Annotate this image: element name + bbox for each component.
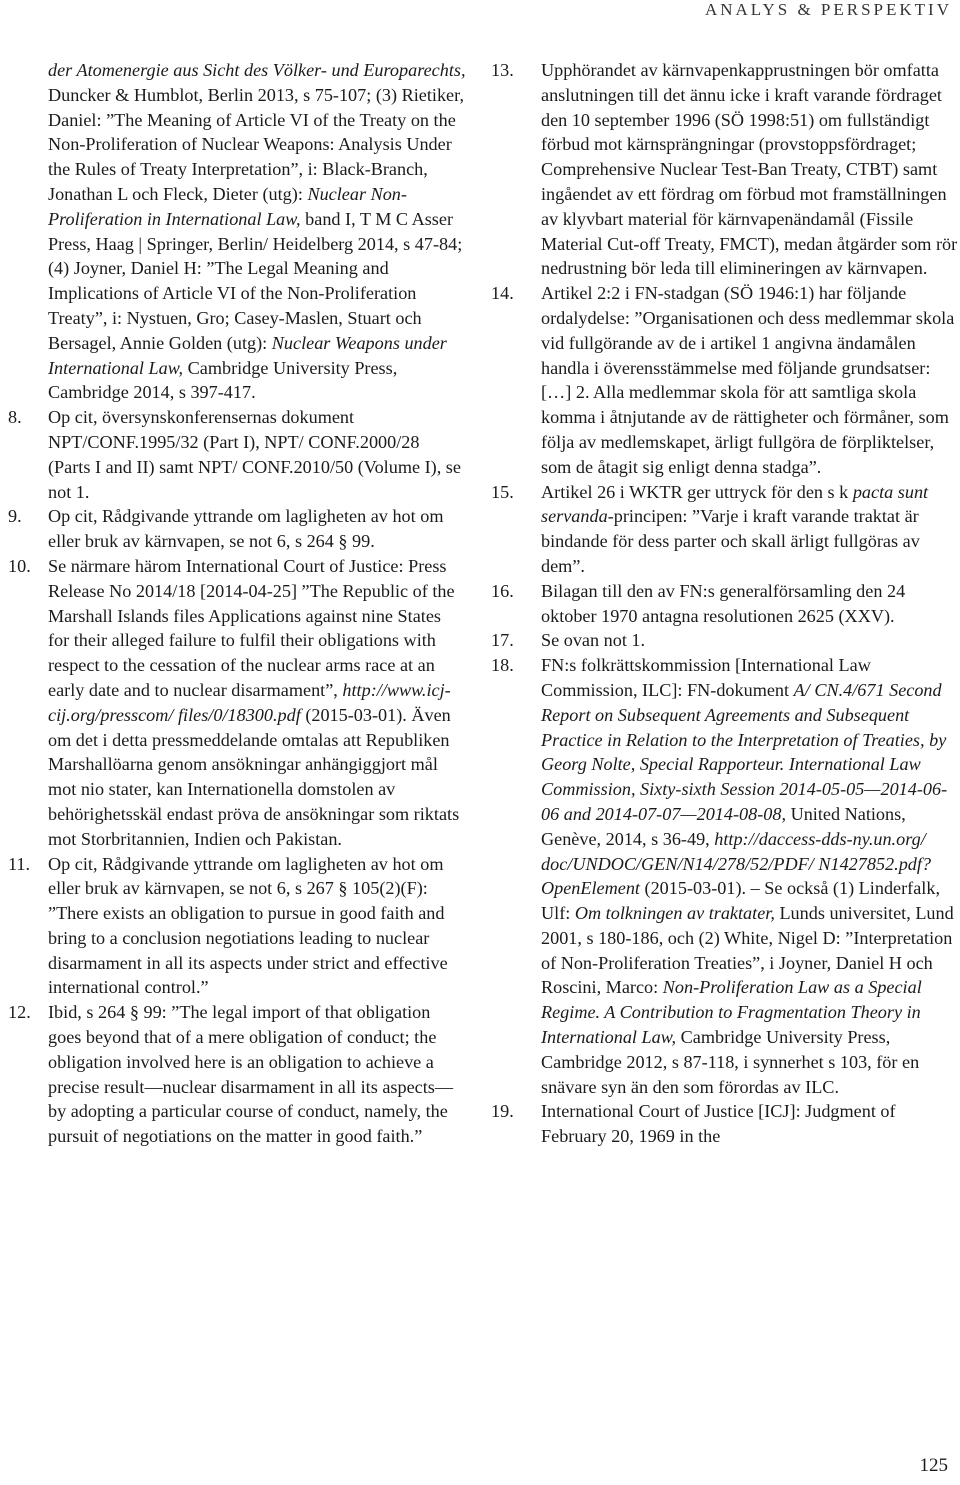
footnote xyxy=(491,1099,960,1149)
text: Op cit, Rådgivande yttrande om lagligheten av hot om eller bruk av kärnvapen, se not 6, s 264 § 99. xyxy=(48,506,444,552)
footnote-text xyxy=(541,482,928,576)
text: Op cit, översynskonferensernas dokument NPT/CONF.1995/32 (Part I), NPT/ CONF.2000/28 (Parts I and II) samt NPT/ CONF.2010/50 (Volume I), se not 1. xyxy=(48,407,461,502)
footnote-number: 15. xyxy=(491,481,514,502)
text: Duncker & Humblot, Berlin 2013, s 75-107; (3) Rietiker, Daniel: ”The Meaning of Article VI of the Treaty on the Non-Proliferation of Nuclear Weapons: Analysis Under the Rules of Treaty Interpretation”, i: Black-Branch, Jonathan L och Fleck, Dieter (utg): xyxy=(48,84,465,204)
footnote-text xyxy=(541,1101,896,1146)
footnote-number: 16. xyxy=(491,580,514,601)
footnote-text xyxy=(48,506,443,551)
text: FN:s folkrättskommission [International Law Commission, ILC]: FN-dokument xyxy=(541,655,871,700)
footnote-text xyxy=(541,581,905,626)
italic-text: der Atomenergie aus Sicht des Völker- und Europarechts, xyxy=(48,60,466,80)
footnote xyxy=(491,480,960,579)
footnote xyxy=(491,58,960,281)
text: Artikel 26 i WKTR ger uttryck för den s k xyxy=(541,481,853,502)
footnote-number: 19. xyxy=(491,1101,514,1122)
footnote-number: 8. xyxy=(8,407,22,428)
footnote-number: 13. xyxy=(491,60,514,80)
text: Se närmare härom International Court of Justice: Press Release No 2014/18 [2014-04-25] ”The Republic of the Marshall Islands files Applications against nine States for their alleged failure to fulfil their obligations with respect to the cessation of the nuclear arms race at an early date and to nuclear disarmament”, xyxy=(48,555,455,700)
italic-text: Om tolkningen av traktater, xyxy=(574,903,775,924)
footnote-number: 9. xyxy=(8,506,22,527)
footnote-number: 18. xyxy=(491,655,514,676)
page-number: 125 xyxy=(919,1455,948,1476)
text: Upphörandet av kärnvapenkapprustningen bör omfatta anslutningen till det ännu icke i kraft varande fördraget den 10 september 1996 (SÖ 1998:51) om fullständigt förbud mot kärnsprängningar (provstoppsfördraget; Comprehensive Nuclear Test-Ban Treaty, CTBT) samt ingåendet av ett fördrag om förbud mot framställningen av klyvbart material för kärnvapenändamål (Fissile Material Cut-off Treaty, FMCT), medan åtgärder som rör nedrustning bör leda till elimineringen av kärnvapen. xyxy=(541,60,958,279)
italic-text: http://www.icj-cij.org/presscom/ files/0/18300.pdf xyxy=(48,679,451,725)
text: Se ovan not 1. xyxy=(541,630,646,651)
text: (2015-03-01). – Se också (1) Linderfalk, Ulf: xyxy=(541,878,940,924)
footnote-number: 14. xyxy=(491,283,514,304)
footnote xyxy=(8,852,466,1001)
footnote xyxy=(491,628,960,653)
footnote xyxy=(491,653,960,1099)
footnote xyxy=(8,1000,466,1149)
running-header: ANALYS & PERSPEKTIV xyxy=(704,0,952,19)
right-column xyxy=(491,58,960,1149)
footnote-text xyxy=(541,60,957,278)
footnote-text xyxy=(48,407,461,501)
text: United Nations, Genève, 2014, s 36-49, xyxy=(541,803,906,849)
text: Artikel 2:2 i FN-stadgan (SÖ 1946:1) har följande ordalydelse: ”Organisationen och dess medlemmar skola vid fullgörande av de i artikel 1 angivna ändamålen handla i överensstämmelse med följande grundsatser: […] 2. Alla medlemmar skola för att samtliga skola komma i åtnjutande av de rättigheter och förmåner, som följa av medlemskapet, ärligt fullgöra de förpliktelser, som de åtagit sig enligt denna stadga”. xyxy=(541,283,955,477)
text: International Court of Justice [ICJ]: Judgment of February 20, 1969 in the xyxy=(541,1101,896,1147)
footnote-text xyxy=(48,1002,453,1146)
left-column xyxy=(8,58,466,1149)
footnote-text xyxy=(48,556,459,849)
text: band I, T M C Asser Press, Haag | Springer, Berlin/ Heidelberg 2014, s 47-84; (4) Joyner, Daniel H: ”The Legal Meaning and Implications of Article VI of the Non-Proliferation Treaty”, i: Nystuen, Gro; Casey-Maslen, Stuart och Bersagel, Annie Golden (utg): xyxy=(48,208,463,353)
footnote-number: 10. xyxy=(8,555,31,576)
italic-text: Nuclear Weapons under International Law, xyxy=(48,332,447,378)
footnote xyxy=(8,405,466,504)
text: Cambridge University Press, Cambridge 2014, s 397-417. xyxy=(48,357,398,403)
footnote-number: 12. xyxy=(8,1002,31,1023)
text: -principen: ”Varje i kraft varande traktat är bindande för dess parter och skall ärligt fullgöras av dem”. xyxy=(541,506,920,576)
italic-text: http://daccess-dds-ny.un.org/ doc/UNDOC/GEN/N14/278/52/PDF/ N1427852.pdf?OpenElement xyxy=(541,828,932,899)
italic-text: pacta sunt servanda xyxy=(541,481,929,527)
footnote-list xyxy=(8,405,466,1149)
footnote-text xyxy=(541,283,954,477)
footnote-number: 11. xyxy=(8,853,31,874)
text: Cambridge University Press, Cambridge 2012, s 87-118, i synnerhet s 103, för en snävare syn än den som förordas av ILC. xyxy=(541,1027,920,1097)
continued-footnote xyxy=(8,58,466,405)
italic-text: A/ CN.4/671 Second Report on Subsequent Agreements and Subsequent Practice in Relation to the Interpretation of Treaties, by Georg Nolte, Special Rapporteur. International Law Commission, Sixty-sixth Session 2014-05-05—2014-06-06 and 2014-07-07—2014-08-08, xyxy=(541,679,948,824)
italic-text: Non-Proliferation Law as a Special Regime. A Contribution to Fragmentation Theory in International Law, xyxy=(541,977,922,1048)
text: Lunds universitet, Lund 2001, s 180-186, och (2) White, Nigel D: ”Interpretation of Non-Proliferation Treaties”, i Joyner, Daniel H och Roscini, Marco: xyxy=(541,903,954,998)
text: (2015-03-01). Även om det i detta pressmeddelande omtalas att Republiken Marshallöarna genom ansökningar anhängiggjort mål mot nio stater, kan Internationella domstolen av behörighetsskäl endast pröva de ansökningar som riktats mot Storbritannien, Indien och Pakistan. xyxy=(48,704,460,849)
footnote xyxy=(491,579,960,629)
text: Ibid, s 264 § 99: ”The legal import of that obligation goes beyond that of a mere obligation of conduct; the obligation involved here is an obligation to achieve a precise result—nuclear disarmament in all its aspects—by adopting a particular course of conduct, namely, the pursuit of negotiations on the matter in good faith.” xyxy=(48,1002,454,1147)
footnote-text xyxy=(48,854,448,998)
footnote-number: 17. xyxy=(491,630,514,651)
footnote-text xyxy=(541,655,954,1097)
footnote-text xyxy=(541,630,645,650)
footnote xyxy=(491,281,960,479)
footnote-list xyxy=(491,58,960,1149)
text: Bilagan till den av FN:s generalförsamling den 24 oktober 1970 antagna resolutionen 2625 (XXV). xyxy=(541,580,906,626)
text: Op cit, Rådgivande yttrande om lagligheten av hot om eller bruk av kärnvapen, se not 6, s 267 § 105(2)(F): ”There exists an obligation to pursue in good faith and bring to a conclusion negotiations leading to nuclear disarmament in all its aspects under strict and effective international control.” xyxy=(48,853,448,998)
italic-text: Nuclear Non-Proliferation in International Law, xyxy=(48,183,407,229)
footnote xyxy=(8,504,466,554)
footnote xyxy=(8,554,466,852)
